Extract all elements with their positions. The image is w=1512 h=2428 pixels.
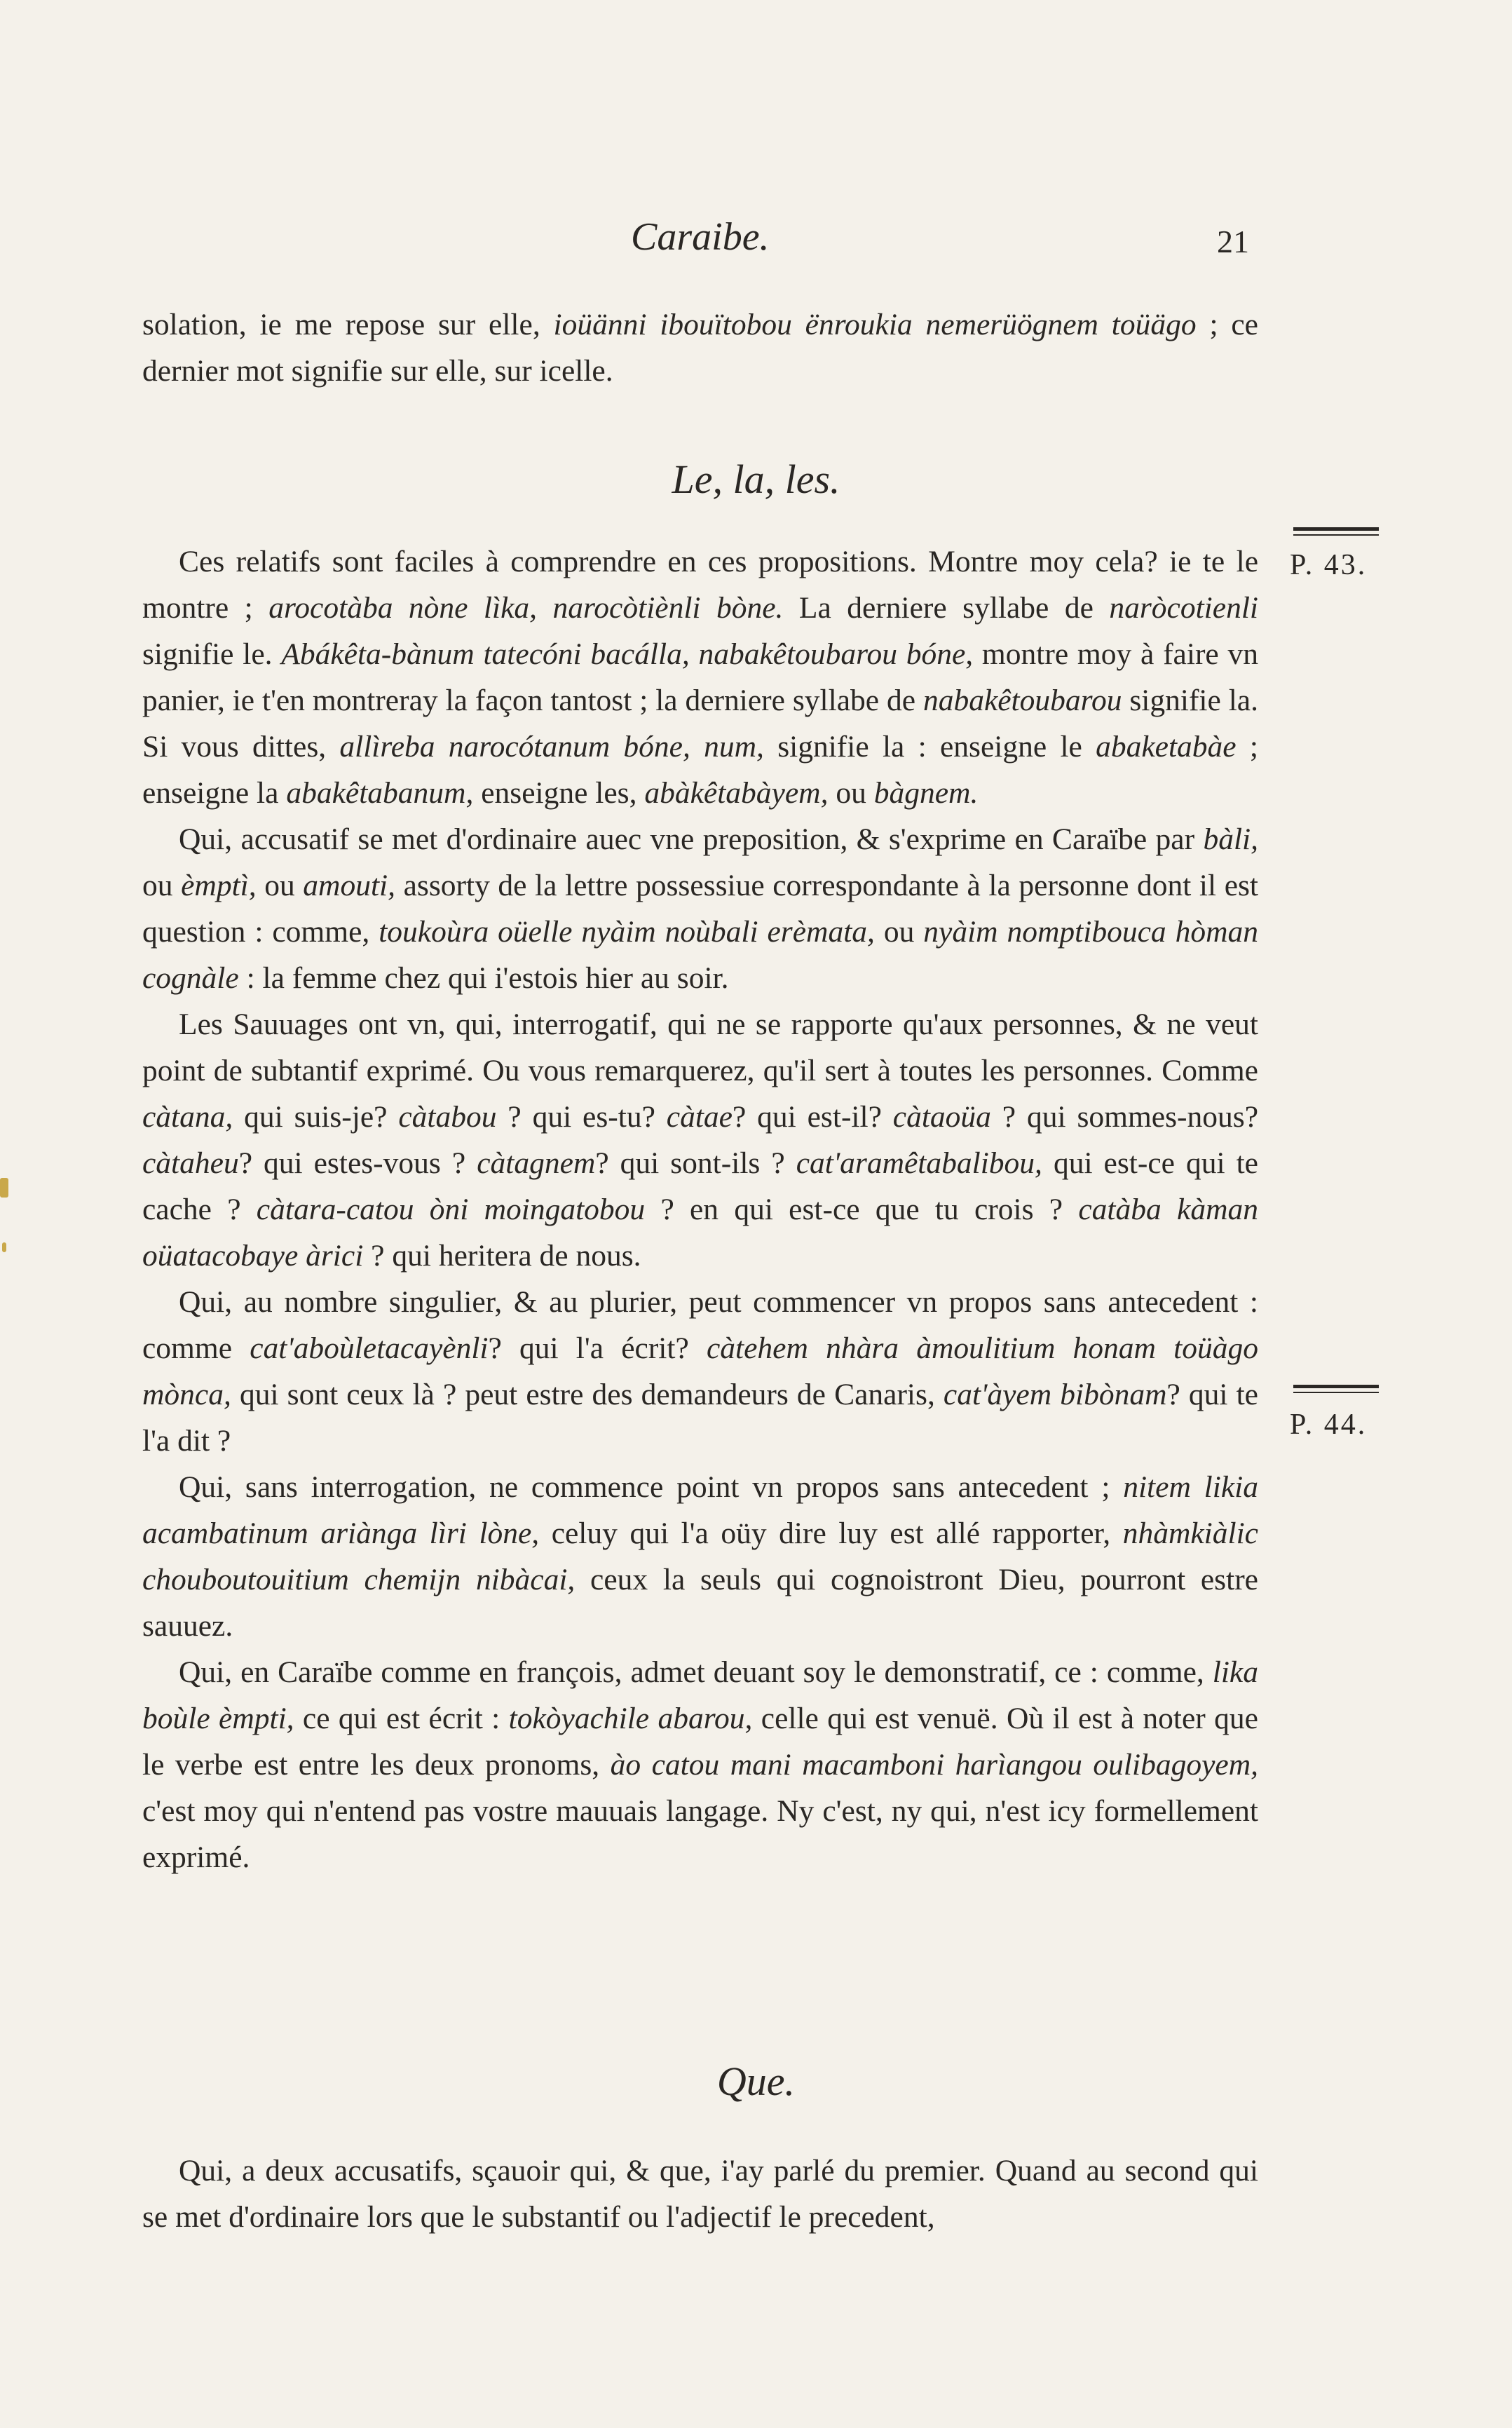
running-title: Caraibe. [631,215,770,259]
text-run: montre moy à faire vn panier, ie t'en montreray la façon tantost ; la derniere syllabe de [142,637,1259,717]
caribbean-term: cat'àyem bibònam [943,1378,1167,1411]
caribbean-term: cat'aramêtabalibou, [796,1146,1042,1180]
caribbean-term: cat'aboùletacayènli [250,1331,489,1365]
margin-rule [1293,1385,1379,1388]
caribbean-term: abakêtabanum, [286,776,474,810]
text-run: qui suis-je? [233,1100,399,1134]
caribbean-term: naròcotienli [1109,591,1258,625]
caribbean-term: Abákêta-bànum tatecóni bacálla, nabakêtoubarou bóne, [281,637,974,671]
page-number: 21 [1217,224,1249,259]
text-run: : la femme chez qui i'estois hier au soir. [238,961,729,995]
caribbean-term: nabakêtoubarou [922,684,1122,717]
text-run: ? qui est-il? [732,1100,893,1134]
paragraph [142,1001,1258,1279]
text-run: ce qui est écrit : [294,1702,509,1735]
text-run: signifie la. Si vous dittes, [142,684,1258,764]
caribbean-term: bàli, [1203,822,1258,856]
caribbean-term: ào catou mani macamboni harìangou oulibagoyem, [610,1748,1258,1782]
paragraph [142,538,1258,816]
text-run: c'est moy qui n'entend pas vostre mauuais langage. Ny c'est, ny qui, n'est icy formellement exprimé. [142,1794,1258,1874]
text-run: enseigne les, [473,776,645,810]
caribbean-term: càtara-catou òni moingatobou [256,1193,646,1226]
text-run: Qui, en Caraïbe comme en françois, admet deuant soy le demonstratif, ce : comme, [179,1655,1213,1689]
text-run: Qui, au nombre singulier, & au plurier, peut commencer vn propos sans antecedent : comme [142,1285,1258,1365]
text-run: qui est-ce qui te cache ? [142,1146,1258,1226]
caribbean-term: càtehem nhàra àmoulitium honam toüàgo mònca, [142,1331,1258,1411]
caribbean-term: càtagnem [477,1146,596,1180]
text-run: ? qui sommes-nous? [990,1100,1259,1134]
text-run: ; enseigne la [142,730,1258,810]
text-run: Qui, a deux accusatifs, sçauoir qui, & que, i'ay parlé du premier. Quand au second qui se met d'ordinaire lors que le substantif ou l'adjectif le precedent, [142,2154,1258,2234]
caribbean-term: amouti, [303,869,396,902]
caribbean-term: nhàmkiàlic chouboutouitium chemijn nibàcai, [142,1517,1258,1596]
text-run: ou [256,869,304,902]
text-run: ceux la seuls qui cognoistront Dieu, pourront estre sauuez. [142,1563,1258,1643]
text-run: ou [828,776,874,810]
section-heading-que: Que. [716,2059,796,2104]
text-run: ou [142,869,182,902]
caribbean-term: ioüänni ibouïtobou ënroukia nemerüögnem toüägo [553,308,1197,341]
text-run: Ces relatifs sont faciles à comprendre en ces propositions. Montre moy cela? ie te le montre ; [142,545,1258,625]
margin-reference-p43: P. 43. [1290,549,1368,581]
text-run: signifie la : enseigne le [763,730,1096,764]
text-run: ? qui estes-vous ? [238,1146,477,1180]
caribbean-term: tokòyachile abarou, [508,1702,753,1735]
section-heading-le-la-les: Le, la, les. [672,456,840,502]
text-run: ou [874,915,924,949]
text-run: Qui, accusatif se met d'ordinaire auec vne preposition, & s'exprime en Caraïbe par [179,822,1204,856]
page-edge-stain [2,1242,6,1252]
paragraph [142,816,1258,1001]
caribbean-term: abaketabàe [1096,730,1237,764]
caribbean-term: allìreba narocótanum bóne, num, [339,730,764,764]
margin-reference-p44: P. 44. [1290,1409,1368,1441]
text-run: ? qui heritera de nous. [363,1239,641,1273]
body-block-3 [142,2148,1258,2240]
paragraph [142,1279,1258,1464]
paragraph [142,1464,1258,1649]
text-run: ; ce dernier mot signifie sur elle, sur icelle. [142,308,1258,388]
paragraph [142,301,1258,394]
text-run: assorty de la lettre possessiue correspondante à la personne dont il est question : comme, [142,869,1259,949]
text-run: ? qui te l'a dit ? [142,1378,1258,1458]
caribbean-term: càtana, [142,1100,233,1134]
caribbean-term: càtae [666,1100,733,1134]
caribbean-term: nitem likia acambatinum ariànga lìri lòne, [142,1470,1258,1550]
text-run: qui sont ceux là ? peut estre des demandeurs de Canaris, [231,1378,944,1411]
body-block-2 [142,538,1258,1880]
text-run: celuy qui l'a oüy dire luy est allé rapporter, [539,1517,1123,1550]
text-run: ? qui l'a écrit? [488,1331,707,1365]
text-run: Les Sauuages ont vn, qui, interrogatif, qui ne se rapporte qu'aux personnes, & ne veut point de subtantif exprimé. Ou vous remarquerez, qu'il sert à toutes les personnes. Comme [142,1008,1258,1087]
caribbean-term: nyàim nomptibouca hòman cognàle [142,915,1258,995]
caribbean-term: catàba kàman oüatacobaye àrici [142,1193,1258,1273]
caribbean-term: èmptì, [181,869,257,902]
body-block-1 [142,301,1258,394]
caribbean-term: arocotàba nòne lìka, narocòtiènli bòne. [268,591,784,625]
margin-rule [1293,527,1379,531]
paragraph [142,1649,1258,1880]
caribbean-term: càtaoüa [892,1100,991,1134]
caribbean-term: toukoùra oüelle nyàim noùbali erèmata, [379,915,875,949]
text-run: La derniere syllabe de [783,591,1110,625]
text-run: signifie le. [142,637,282,671]
caribbean-term: càtaheu [142,1146,239,1180]
caribbean-term: lika boùle èmpti, [142,1655,1258,1735]
text-run: solation, ie me repose sur elle, [142,308,554,341]
text-run: ? qui sont-ils ? [595,1146,796,1180]
paragraph [142,2148,1258,2240]
text-run: ? qui es-tu? [496,1100,667,1134]
text-run: Qui, sans interrogation, ne commence point vn propos sans antecedent ; [179,1470,1124,1504]
caribbean-term: bàgnem. [873,776,979,810]
text-run: ? en qui est-ce que tu crois ? [645,1193,1079,1226]
page-edge-stain [0,1178,8,1198]
caribbean-term: càtabou [398,1100,497,1134]
caribbean-term: abàkêtabàyem, [644,776,829,810]
text-run: celle qui est venuë. Où il est à noter que le verbe est entre les deux pronoms, [142,1702,1258,1782]
